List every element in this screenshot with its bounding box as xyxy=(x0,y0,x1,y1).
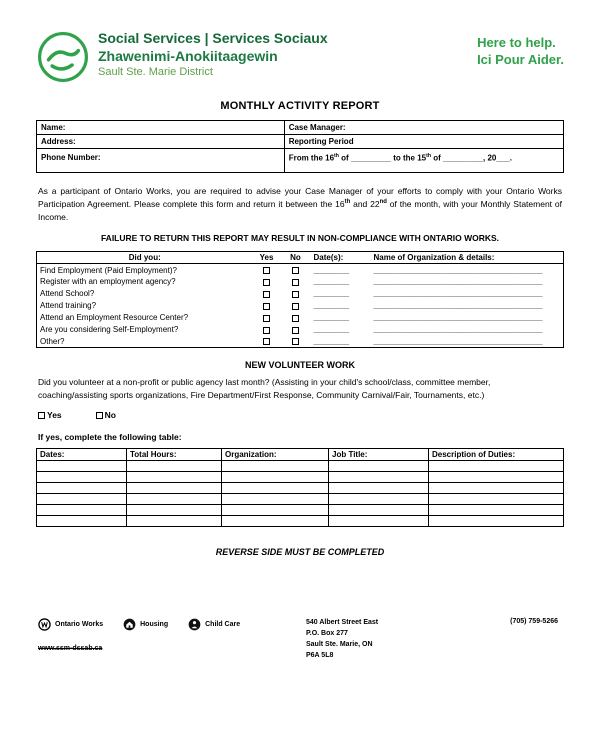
volunteer-cell[interactable] xyxy=(127,515,222,526)
footer-services xyxy=(38,618,306,631)
period-sup: th xyxy=(334,153,339,159)
activity-label: Attend training? xyxy=(40,301,97,311)
col-header-organization: Name of Organization & details: xyxy=(371,252,564,264)
details-line-field[interactable]: ______________________________________ xyxy=(373,301,543,311)
volunteer-cell[interactable] xyxy=(127,460,222,471)
volunteer-cell[interactable] xyxy=(222,471,329,482)
volunteer-cell[interactable] xyxy=(429,482,564,493)
details-line-field[interactable]: ______________________________________ xyxy=(373,313,543,323)
table-header-row xyxy=(37,448,564,460)
volunteer-work-table xyxy=(36,448,564,527)
volunteer-cell[interactable] xyxy=(429,460,564,471)
table-header-row xyxy=(37,252,564,264)
yes-checkbox[interactable] xyxy=(263,327,270,334)
volunteer-question: Did you volunteer at a non-profit or public agency last month? (Assisting in your child's school/class, committee member, coaching/assisting sports organizations, Fire Department/First Response, Community Carnival/Fair, Tournaments, etc.) xyxy=(38,377,491,400)
footer-phone: (705) 759-5266 xyxy=(510,618,558,625)
address-line: Sault Ste. Marie, ON xyxy=(306,640,373,648)
service-child-care xyxy=(188,618,240,631)
address-line: 540 Albert Street East xyxy=(306,619,379,626)
name-field-cell[interactable]: Name: xyxy=(37,121,285,135)
org-district: Sault Ste. Marie District xyxy=(98,66,213,78)
volunteer-cell[interactable] xyxy=(37,515,127,526)
org-name-bilingual: Social Services | Services Sociaux xyxy=(98,30,328,46)
dates-line-field[interactable]: ________ xyxy=(313,301,350,311)
volunteer-cell[interactable] xyxy=(37,471,127,482)
volunteer-cell[interactable] xyxy=(127,482,222,493)
period-text: of _________ to the 15 xyxy=(338,153,427,163)
period-sup: th xyxy=(426,153,431,159)
col-header-description: Description of Duties: xyxy=(429,448,564,460)
volunteer-cell[interactable] xyxy=(329,460,429,471)
volunteer-cell[interactable] xyxy=(222,504,329,515)
activity-label: Find Employment (Paid Employment)? xyxy=(40,265,177,275)
period-text: of _________, 20___. xyxy=(431,153,512,163)
form-header xyxy=(36,30,564,84)
child-care-icon xyxy=(188,618,201,631)
no-checkbox[interactable] xyxy=(292,291,299,298)
service-label: Ontario Works xyxy=(55,621,104,628)
case-manager-field-cell[interactable]: Case Manager: xyxy=(284,121,563,135)
details-line-field[interactable]: ______________________________________ xyxy=(373,337,543,346)
table-row xyxy=(37,460,564,471)
volunteer-cell[interactable] xyxy=(329,504,429,515)
org-tagline xyxy=(477,30,564,69)
volunteer-cell[interactable] xyxy=(329,471,429,482)
volunteer-cell[interactable] xyxy=(429,471,564,482)
failure-warning: FAILURE TO RETURN THIS REPORT MAY RESULT IN NON-COMPLIANCE WITH ONTARIO WORKS. xyxy=(100,233,500,244)
volunteer-cell[interactable] xyxy=(329,515,429,526)
footer-address xyxy=(306,618,456,661)
org-name-ojibwe: Zhawenimi-Anokiitaagewin xyxy=(98,47,278,64)
table-row xyxy=(37,471,564,482)
yes-checkbox[interactable] xyxy=(263,303,270,310)
table-row xyxy=(37,276,564,288)
phone-field-cell[interactable]: Phone Number: xyxy=(37,149,285,173)
details-line-field[interactable]: ______________________________________ xyxy=(373,277,543,287)
table-row xyxy=(37,482,564,493)
ontario-works-icon xyxy=(38,618,51,631)
volunteer-cell[interactable] xyxy=(127,504,222,515)
col-header-dates: Dates: xyxy=(37,448,127,460)
website-url[interactable]: www.ssm-dssab.ca xyxy=(38,645,103,652)
activity-label: Attend School? xyxy=(40,289,95,299)
details-line-field[interactable]: ______________________________________ xyxy=(373,265,543,275)
no-checkbox[interactable] xyxy=(292,279,299,286)
table-row xyxy=(37,264,564,276)
activity-label: Are you considering Self-Employment? xyxy=(40,325,179,335)
intro-text: As a participant of Ontario Works, you are required to advise your Case Manager of your efforts to comply with your Ontario Works Participation Agreement. Please complete this form and return it between the 16 xyxy=(38,186,562,209)
details-line-field[interactable]: ______________________________________ xyxy=(373,289,543,299)
volunteer-cell[interactable] xyxy=(37,482,127,493)
dates-line-field[interactable]: ________ xyxy=(313,265,350,275)
table-row xyxy=(37,515,564,526)
tagline-english: Here to help. xyxy=(477,35,556,50)
table-row xyxy=(37,493,564,504)
org-logo-hands-icon xyxy=(36,30,90,84)
volunteer-cell[interactable] xyxy=(127,493,222,504)
table-row xyxy=(37,135,564,149)
intro-text: of the month, with your Monthly Statement of Income. xyxy=(38,198,562,222)
table-row xyxy=(37,324,564,336)
no-checkbox[interactable] xyxy=(292,327,299,334)
intro-bold: th xyxy=(344,198,351,205)
volunteer-cell[interactable] xyxy=(429,515,564,526)
if-yes-instruction: If yes, complete the following table: xyxy=(38,431,182,442)
table-row xyxy=(37,300,564,312)
dates-line-field[interactable]: ________ xyxy=(313,313,350,323)
volunteer-cell[interactable] xyxy=(222,482,329,493)
no-checkbox[interactable] xyxy=(292,338,299,345)
col-header-total-hours: Total Hours: xyxy=(127,448,222,460)
activity-checklist-table xyxy=(36,251,564,348)
details-line-field[interactable]: ______________________________________ xyxy=(373,325,543,335)
volunteer-cell[interactable] xyxy=(37,460,127,471)
table-row xyxy=(37,312,564,324)
intro-bold: nd xyxy=(379,198,387,205)
org-name-block xyxy=(98,30,328,80)
col-header-dates: Date(s): xyxy=(311,252,371,264)
no-label: No xyxy=(104,409,116,420)
yes-checkbox[interactable] xyxy=(263,315,270,322)
service-label: Child Care xyxy=(205,621,241,628)
no-checkbox[interactable] xyxy=(96,412,103,419)
yes-checkbox[interactable] xyxy=(263,291,270,298)
address-field-cell[interactable]: Address: xyxy=(37,135,285,149)
no-checkbox[interactable] xyxy=(292,315,299,322)
col-header-yes: Yes xyxy=(253,252,281,264)
activity-label: Register with an employment agency? xyxy=(40,277,176,287)
volunteer-section-title: NEW VOLUNTEER WORK xyxy=(245,360,355,371)
no-checkbox[interactable] xyxy=(292,303,299,310)
volunteer-cell[interactable] xyxy=(37,493,127,504)
table-row xyxy=(37,504,564,515)
reporting-period-field-cell[interactable] xyxy=(284,149,563,173)
volunteer-cell[interactable] xyxy=(329,493,429,504)
yes-checkbox[interactable] xyxy=(38,412,45,419)
volunteer-cell[interactable] xyxy=(127,471,222,482)
address-line: P.O. Box 277 xyxy=(306,629,348,637)
volunteer-cell[interactable] xyxy=(329,482,429,493)
col-header-organization: Organization: xyxy=(222,448,329,460)
reverse-side-note: REVERSE SIDE MUST BE COMPLETED xyxy=(215,546,385,557)
yes-checkbox[interactable] xyxy=(263,267,270,274)
col-header-no: No xyxy=(281,252,311,264)
volunteer-cell[interactable] xyxy=(222,515,329,526)
footer-services-column xyxy=(38,618,306,652)
col-header-job-title: Job Title: xyxy=(329,448,429,460)
intro-text: and 22 xyxy=(350,198,380,209)
table-row xyxy=(37,288,564,300)
volunteer-no-option xyxy=(96,410,116,420)
yes-checkbox[interactable] xyxy=(263,279,270,286)
period-text: From the 16 xyxy=(288,153,335,163)
activity-label: Other? xyxy=(40,337,65,346)
dates-line-field[interactable]: ________ xyxy=(313,325,350,335)
table-row xyxy=(37,149,564,173)
page-title: MONTHLY ACTIVITY REPORT xyxy=(220,100,380,112)
dates-line-field[interactable]: ________ xyxy=(313,277,350,287)
no-checkbox[interactable] xyxy=(292,267,299,274)
volunteer-cell[interactable] xyxy=(429,493,564,504)
address-line: P6A 5L8 xyxy=(306,651,334,659)
service-housing xyxy=(123,618,168,631)
yes-checkbox[interactable] xyxy=(263,338,270,345)
dates-line-field[interactable]: ________ xyxy=(313,289,350,299)
volunteer-cell[interactable] xyxy=(222,493,329,504)
reporting-period-label-cell: Reporting Period xyxy=(284,135,563,149)
service-ontario-works xyxy=(38,618,103,631)
tagline-french: Ici Pour Aider. xyxy=(477,51,564,67)
volunteer-yes-option xyxy=(38,410,62,420)
dates-line-field[interactable]: ________ xyxy=(313,337,350,346)
table-row xyxy=(37,336,564,348)
form-footer xyxy=(38,618,564,661)
volunteer-cell[interactable] xyxy=(429,504,564,515)
yes-label: Yes xyxy=(47,409,62,420)
activity-label: Attend an Employment Resource Center? xyxy=(40,313,189,323)
applicant-info-table xyxy=(36,120,564,173)
instructions-paragraph xyxy=(38,185,562,223)
col-header-did-you: Did you: xyxy=(37,252,253,264)
service-label: Housing xyxy=(140,621,169,628)
table-row xyxy=(37,121,564,135)
housing-icon xyxy=(123,618,136,631)
volunteer-cell[interactable] xyxy=(37,504,127,515)
volunteer-yes-no-group xyxy=(38,410,562,420)
volunteer-cell[interactable] xyxy=(222,460,329,471)
